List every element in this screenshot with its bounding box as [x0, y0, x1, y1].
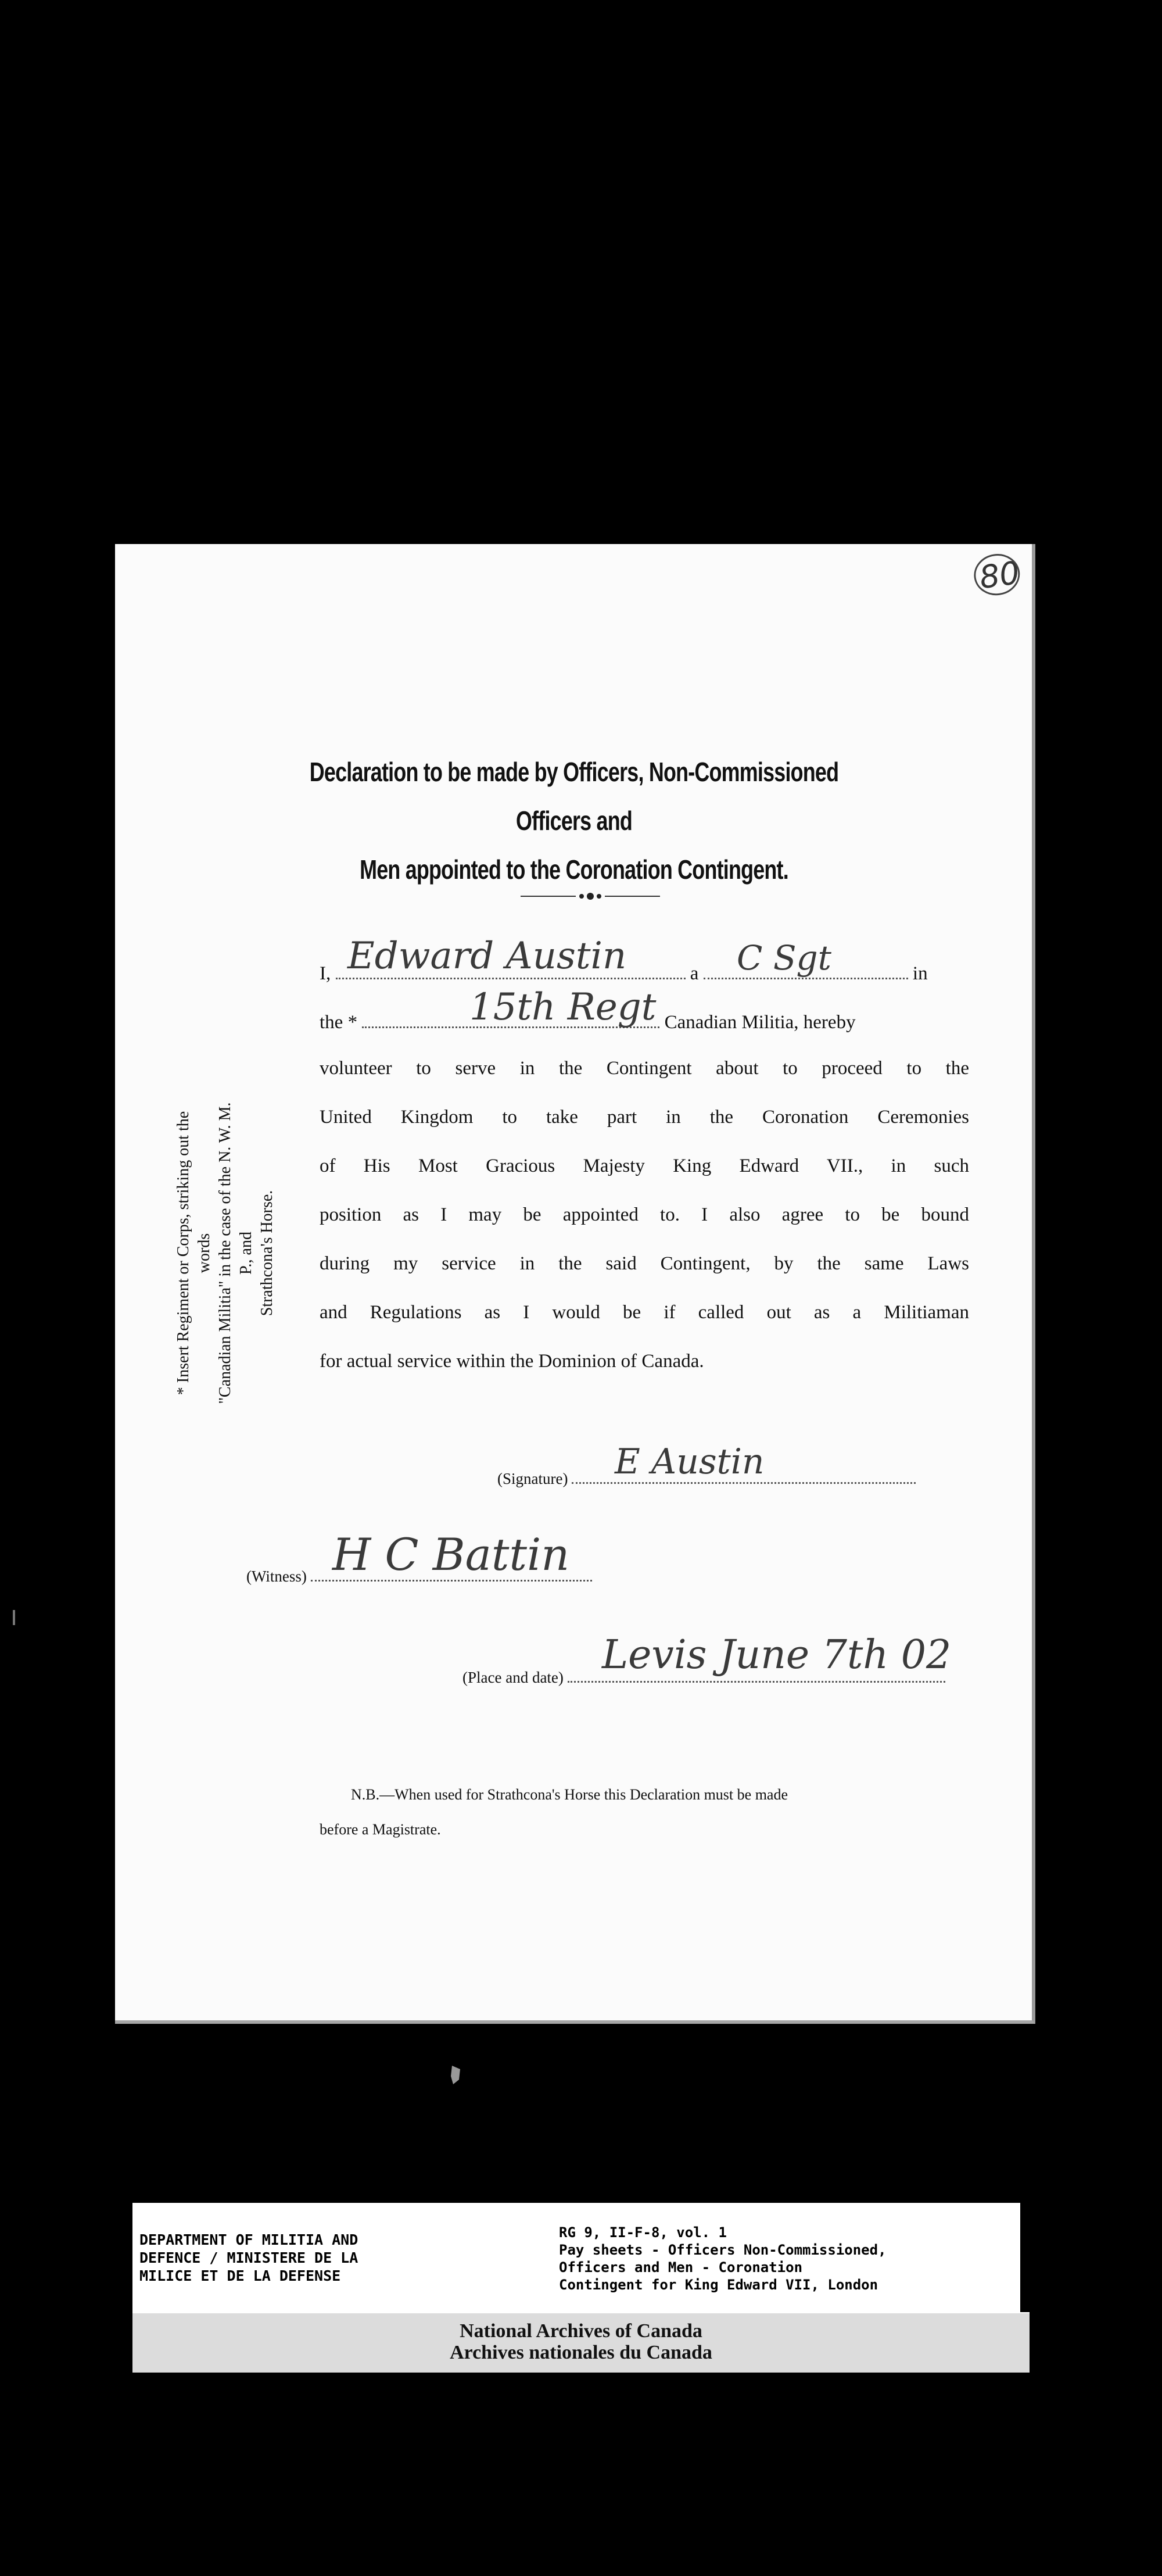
witness-row	[246, 1529, 592, 1586]
handwritten-rank: C Sgt	[737, 938, 831, 978]
handwritten-name: Edward Austin	[347, 935, 627, 978]
signature-label: (Signature)	[497, 1470, 568, 1487]
circle-mark-icon	[969, 548, 1027, 602]
declaration-line-3: volunteer to serve in the Contingent about to proceed to the	[320, 1058, 969, 1079]
scan-artifact-icon	[449, 2063, 464, 2087]
reference-line-4: Contingent for King Edward VII, London	[559, 2277, 878, 2293]
form-title-line-2: Men appointed to the Coronation Contingent.	[360, 854, 788, 885]
department-line-1: DEPARTMENT OF MILITIA AND	[139, 2231, 358, 2248]
department-line-2: DEFENCE / MINISTERE DE LA	[139, 2249, 358, 2266]
archives-line-2: Archives nationales du Canada	[450, 2342, 712, 2363]
declaration-line-9: for actual service within the Dominion of Canada.	[320, 1351, 704, 1372]
reference-line-1: RG 9, II-F-8, vol. 1	[559, 2224, 727, 2241]
side-note	[173, 1102, 276, 1404]
reference-label	[559, 2224, 1024, 2294]
declaration-line-2-suffix: Canadian Militia, hereby	[664, 1012, 856, 1033]
declaration-line-1-mid: a	[690, 963, 699, 984]
declaration-body	[320, 935, 969, 1400]
declaration-line-2	[320, 986, 969, 1058]
handwritten-signature: E Austin	[615, 1441, 765, 1482]
declaration-line-4: United Kingdom to take part in the Coronation Ceremonies	[320, 1107, 969, 1128]
side-note-line-3: Strathcona's Horse.	[258, 1190, 276, 1316]
handwritten-regiment: 15th Regt	[469, 986, 657, 1029]
nb-note-line-1: N.B.—When used for Strathcona's Horse this Declaration must be made	[351, 1786, 788, 1803]
archives-banner	[132, 2312, 1030, 2373]
declaration-line-2-prefix: the *	[320, 1012, 358, 1033]
reference-line-3: Officers and Men - Coronation	[559, 2259, 803, 2276]
declaration-line-1-suffix: in	[912, 963, 928, 984]
department-line-3: MILICE ET DE LA DEFENSE	[139, 2267, 341, 2284]
reference-line-2: Pay sheets - Officers Non-Commissioned,	[559, 2242, 887, 2258]
scan-artifact	[13, 1610, 15, 1625]
witness-label: (Witness)	[246, 1568, 307, 1585]
archive-reference-label	[132, 2203, 1020, 2319]
nb-note-line-2: before a Magistrate.	[320, 1821, 441, 1838]
declaration-line-1-prefix: I,	[320, 963, 331, 984]
page-number	[977, 554, 1022, 596]
place-date-row	[462, 1632, 952, 1687]
declaration-line-5: of His Most Gracious Majesty King Edward VII., in such	[320, 1155, 969, 1176]
form-title	[307, 747, 841, 894]
archives-line-1: National Archives of Canada	[460, 2320, 702, 2342]
declaration-line-6: position as I may be appointed to. I also agree to be bound	[320, 1204, 969, 1225]
side-note-line-2: "Canadian Militia" in the case of the N. W. M. P., and	[216, 1102, 255, 1404]
page-number-text: 80	[977, 554, 1022, 596]
declaration-line-7: during my service in the said Contingent, by the same Laws	[320, 1253, 969, 1274]
declaration-form	[115, 544, 1035, 2024]
nb-note	[320, 1777, 988, 1847]
handwritten-place-date: Levis June 7th 02	[602, 1632, 952, 1678]
form-title-line-1: Declaration to be made by Officers, Non-Commissioned Officers and	[309, 757, 839, 836]
handwritten-witness: H C Battin	[332, 1529, 570, 1580]
side-note-line-1: * Insert Regiment or Corps, striking out the words	[174, 1111, 213, 1396]
declaration-line-8: and Regulations as I would be if called out as a Militiaman	[320, 1302, 969, 1323]
ornament-divider-icon	[521, 890, 660, 902]
place-date-label: (Place and date)	[462, 1669, 564, 1686]
department-label	[139, 2231, 430, 2285]
signature-row	[497, 1441, 916, 1488]
